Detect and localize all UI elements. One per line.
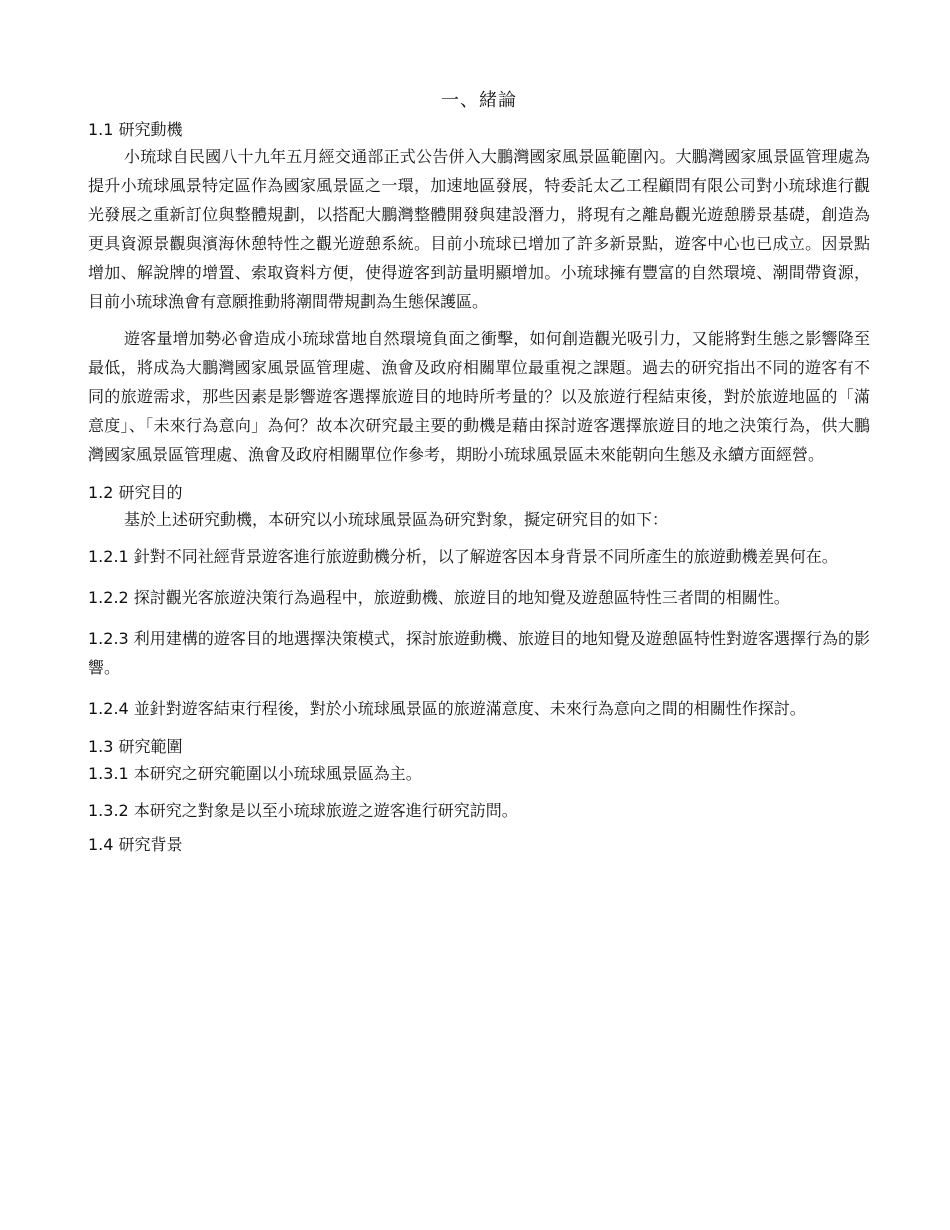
spacer bbox=[88, 571, 870, 583]
objective-item-1-2-1: 1.2.1 針對不同社經背景遊客進行旅遊動機分析，以了解遊客因本身背景不同所產生的旅遊動機差異何在。 bbox=[88, 547, 838, 566]
spacer bbox=[88, 534, 870, 542]
spacer bbox=[88, 612, 870, 624]
paragraph-motivation-2: 遊客量增加勢必會造成小琉球當地自然環境負面之衝擊，如何創造觀光吸引力，又能將對生態之影響降至最低，將成為大鵬灣國家風景區管理處、漁會及政府相關單位最重視之課題。過去的研究指出不同的遊客有不同的旅遊需求，那些因素是影響遊客選擇旅遊目的地時所考量的？以及旅遊行程結束後，對於旅遊地區的「滿意度」、「未來行為意向」為何？故本次研究最主要的動機是藉由探討遊客選擇旅遊目的地之決策行為，供大鵬灣國家風景區管理處、漁會及政府相關單位作參考，期盼小琉球風景區未來能朝向生態及永續方面經營。 bbox=[88, 329, 870, 464]
spacer bbox=[88, 682, 870, 694]
spacer bbox=[88, 825, 870, 833]
spacer bbox=[88, 316, 870, 324]
document-title: 一、緒論 bbox=[441, 90, 517, 111]
paragraph-objectives-intro: 基於上述研究動機，本研究以小琉球風景區為研究對象，擬定研究目的如下： bbox=[124, 510, 669, 529]
section-heading-1-4: 1.4 研究背景 bbox=[88, 835, 183, 854]
objective-item-1-2-2: 1.2.2 探討觀光客旅遊決策行為過程中，旅遊動機、旅遊目的地知覺及遊憩區特性三者間的相關性。 bbox=[88, 588, 790, 607]
spacer bbox=[88, 723, 870, 735]
section-heading-1-3: 1.3 研究範圍 bbox=[88, 737, 183, 756]
section-heading-1-2: 1.2 研究目的 bbox=[88, 483, 183, 502]
objective-item-1-2-3: 1.2.3 利用建構的遊客目的地選擇決策模式，探討旅遊動機、旅遊目的地知覺及遊憩區特性對遊客選擇行為的影響。 bbox=[88, 629, 870, 677]
scope-item-1-3-2: 1.3.2 本研究之對象是以至小琉球旅遊之遊客進行研究訪問。 bbox=[88, 801, 518, 820]
spacer bbox=[88, 788, 870, 796]
spacer bbox=[88, 469, 870, 481]
scope-item-1-3-1: 1.3.1 本研究之研究範圍以小琉球風景區為主。 bbox=[88, 764, 422, 783]
objective-item-1-2-4: 1.2.4 並針對遊客結束行程後，對於小琉球風景區的旅遊滿意度、未來行為意向之間的相關性作探討。 bbox=[88, 699, 806, 718]
section-heading-1-1: 1.1 研究動機 bbox=[88, 120, 183, 139]
paragraph-motivation-1: 小琉球自民國八十九年五月經交通部正式公告併入大鵬灣國家風景區範圍內。大鵬灣國家風景區管理處為提升小琉球風景特定區作為國家風景區之一環，加速地區發展，特委託太乙工程顧問有限公司對小琉球進行觀光發展之重新訂位與整體規劃，以搭配大鵬灣整體開發與建設潛力，將現有之離島觀光遊憩勝景基礎，創造為更具資源景觀與濱海休憩特性之觀光遊憩系統。目前小琉球已增加了許多新景點，遊客中心也已成立。因景點增加、解說牌的增置、索取資料方便，使得遊客到訪量明顯增加。小琉球擁有豐富的自然環境、潮間帶資源，目前小琉球漁會有意願推動將潮間帶規劃為生態保護區。 bbox=[88, 147, 870, 311]
